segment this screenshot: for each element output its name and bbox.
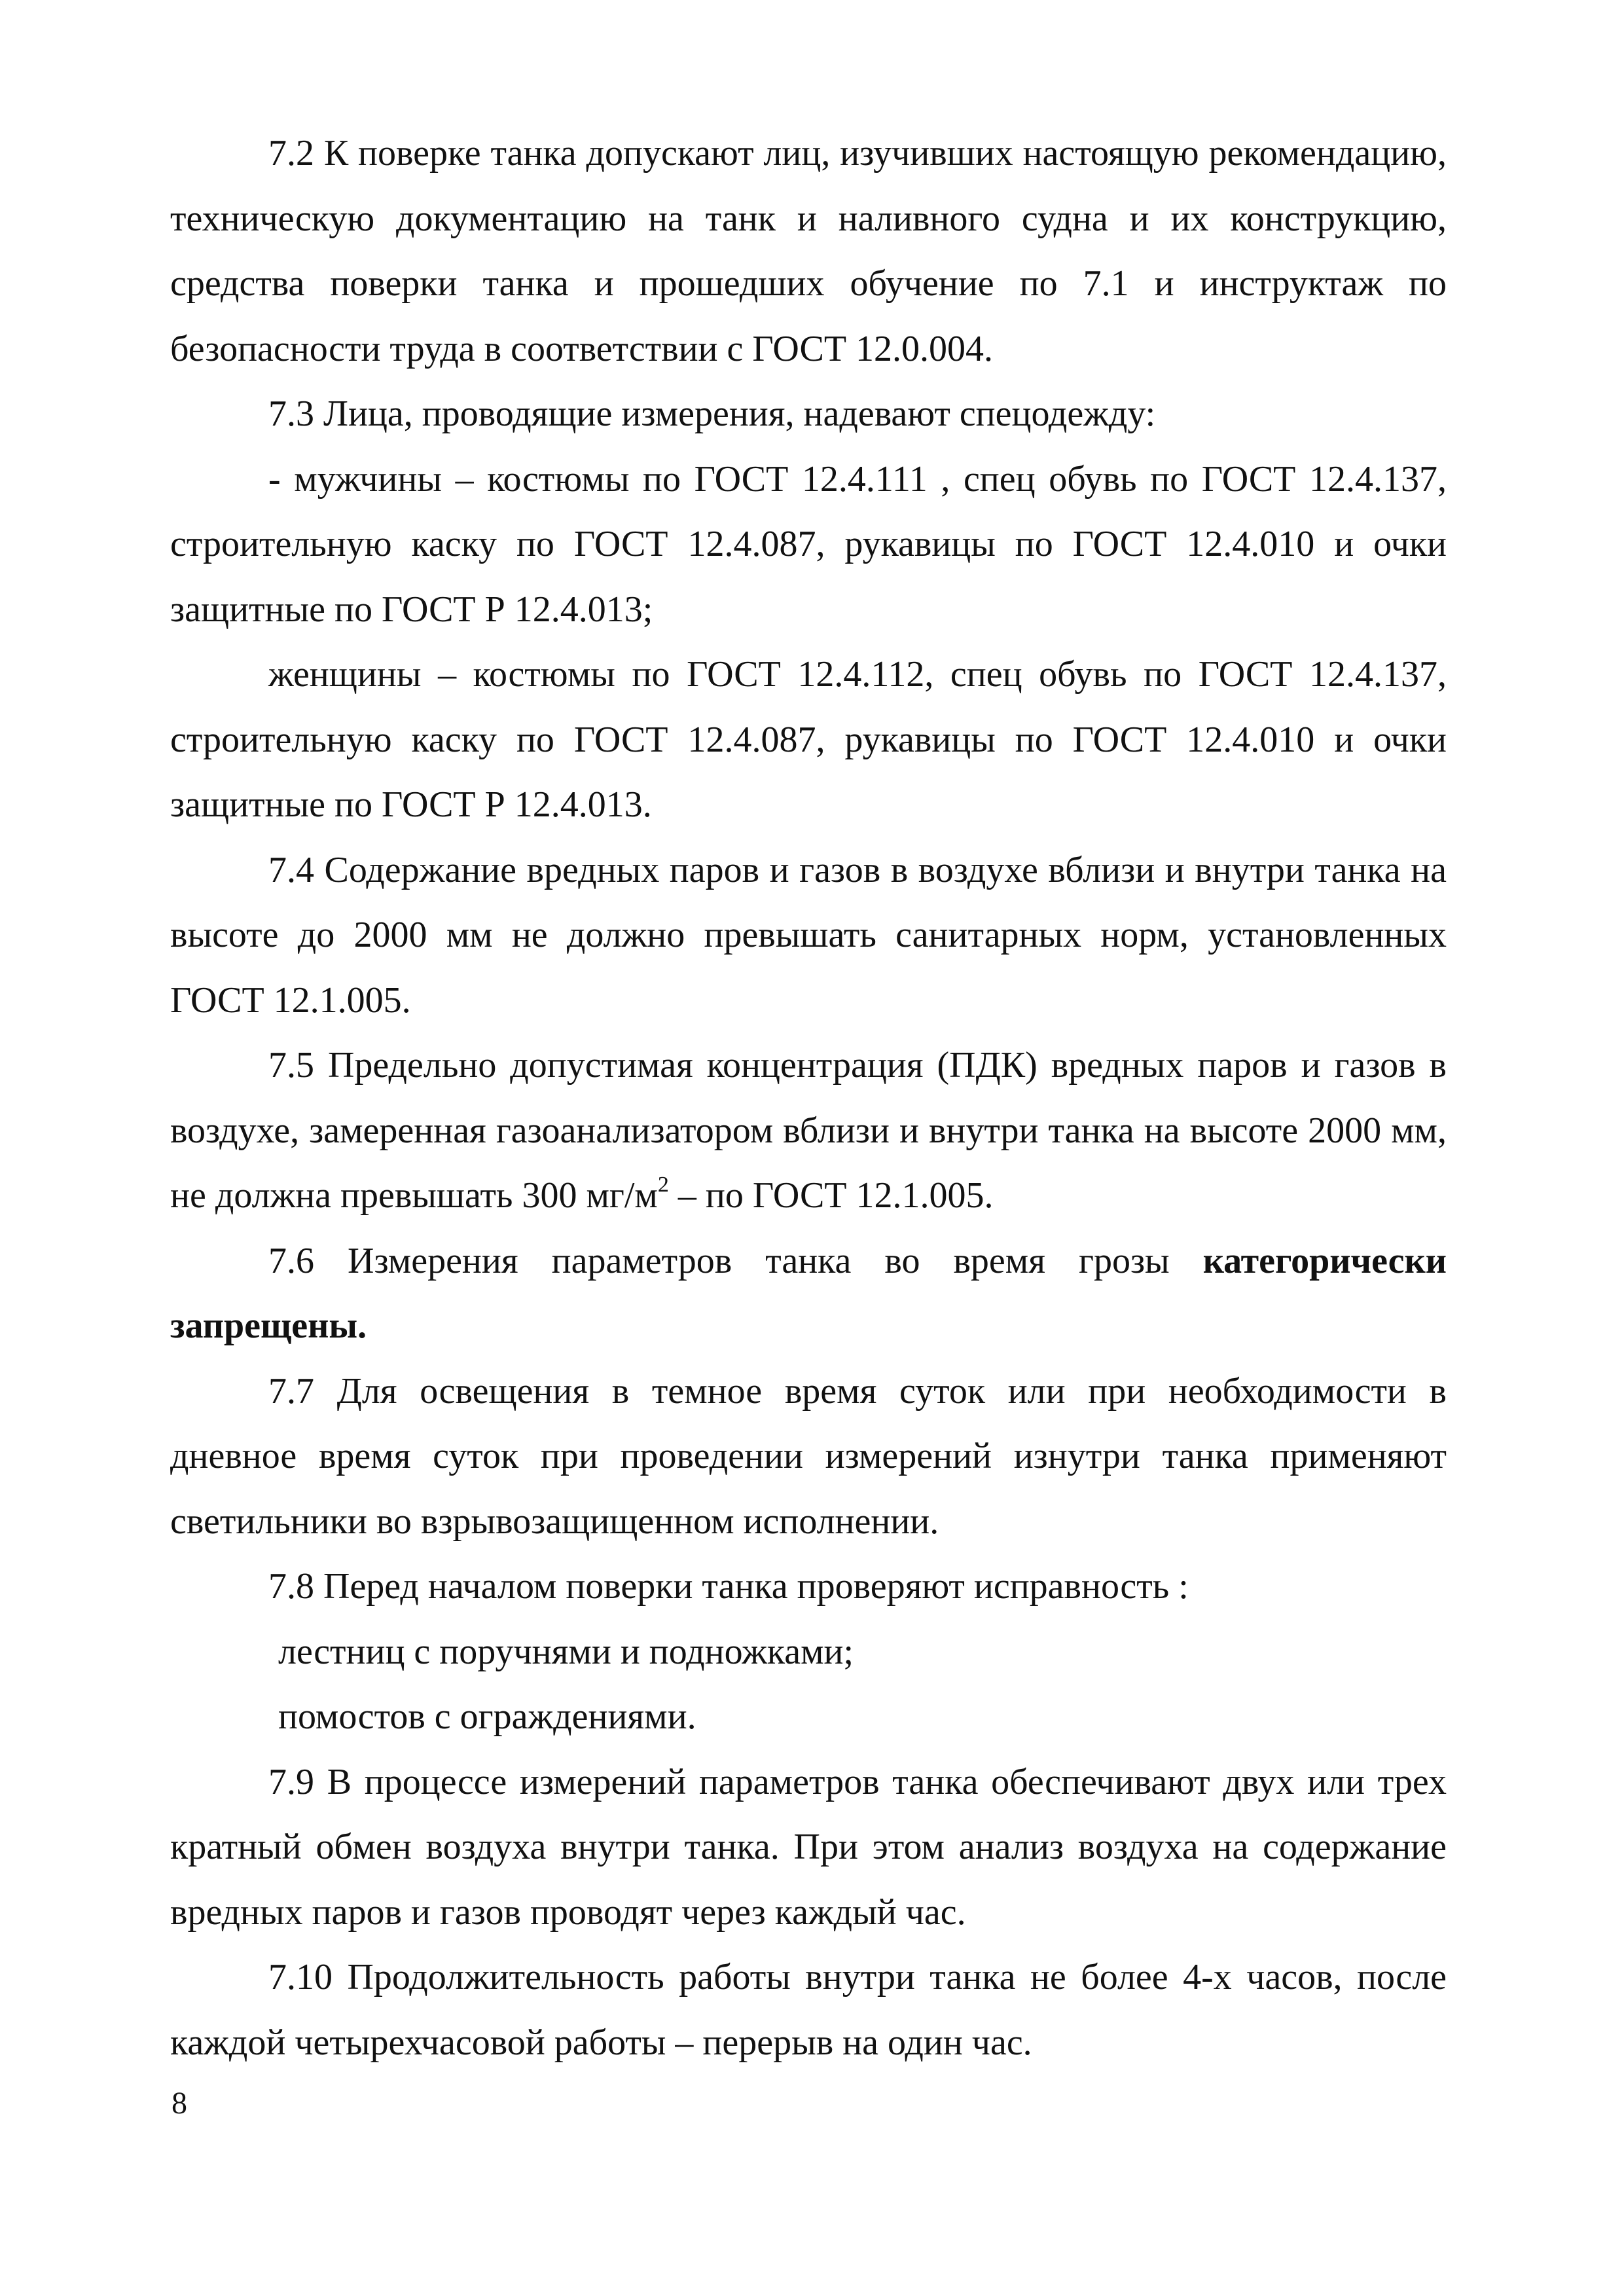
paragraph-7-7: 7.7 Для освещения в темное время суток или при необходимости в дневное время суток при проведении измерений изнутри танка применяют светильники во взрывозащищенном исполнении. <box>170 1370 1447 1542</box>
paragraph-7-3-women: женщины – костюмы по ГОСТ 12.4.112, спец обувь по ГОСТ 12.4.137, строительную каску по ГОСТ 12.4.087, рукавицы по ГОСТ 12.4.010 и очки защитные по ГОСТ Р 12.4.013. <box>170 654 1447 825</box>
paragraph-7-4: 7.4 Содержание вредных паров и газов в воздухе вблизи и внутри танка на высоте до 2000 мм не должно превышать санитарных норм, установленных ГОСТ 12.1.005. <box>170 849 1447 1021</box>
paragraph-7-6-emphasis: категорически запрещены. <box>170 1240 1447 1346</box>
document-body <box>170 121 1447 2075</box>
paragraph-7-2: 7.2 К поверке танка допускают лиц, изучивших настоящую рекомендацию, техническую документацию на танк и наливного судна и их конструкцию, средства поверки танка и прошедших обучение по 7.1 и инструктаж по безопасности труда в соответствии с ГОСТ 12.0.004. <box>170 133 1447 369</box>
paragraph-7-3: 7.3 Лица, проводящие измерения, надевают спецодежду: <box>268 393 1156 434</box>
paragraph-7-9: 7.9 В процессе измерений параметров танка обеспечивают двух или трех кратный обмен воздуха внутри танка. При этом анализ воздуха на содержание вредных паров и газов проводят через каждый час. <box>170 1761 1447 1933</box>
paragraph-7-5-text: 7.5 Предельно допустимая концентрация (ПДК) вредных паров и газов в воздухе, замеренная газоанализатором вблизи и внутри танка на высоте 2000 мм, не должна превышать 300 мг/м <box>170 1045 1447 1216</box>
paragraph-7-5-tail: – по ГОСТ 12.1.005. <box>668 1175 994 1216</box>
list-item <box>170 1685 1447 1750</box>
list-item <box>170 1620 1447 1685</box>
superscript-2: 2 <box>657 1173 669 1197</box>
paragraph-7-6-text: 7.6 Измерения параметров танка во время грозы <box>268 1240 1203 1281</box>
paragraph-7-10: 7.10 Продолжительность работы внутри танка не более 4-х часов, после каждой четырехчасовой работы – перерыв на один час. <box>170 1957 1447 2063</box>
list-item-platforms: помостов с ограждениями. <box>278 1696 696 1737</box>
paragraph-7-8: 7.8 Перед началом поверки танка проверяют исправность : <box>268 1566 1189 1607</box>
paragraph-7-3-men: - мужчины – костюмы по ГОСТ 12.4.111 , спец обувь по ГОСТ 12.4.137, строительную каску по ГОСТ 12.4.087, рукавицы по ГОСТ 12.4.010 и очки защитные по ГОСТ Р 12.4.013; <box>170 458 1447 630</box>
list-item-ladders: лестниц с поручнями и подножками; <box>278 1631 854 1672</box>
paragraph-7-5 <box>170 1033 1447 1229</box>
paragraph-7-6 <box>170 1229 1447 1359</box>
page-number: 8 <box>171 2086 187 2121</box>
